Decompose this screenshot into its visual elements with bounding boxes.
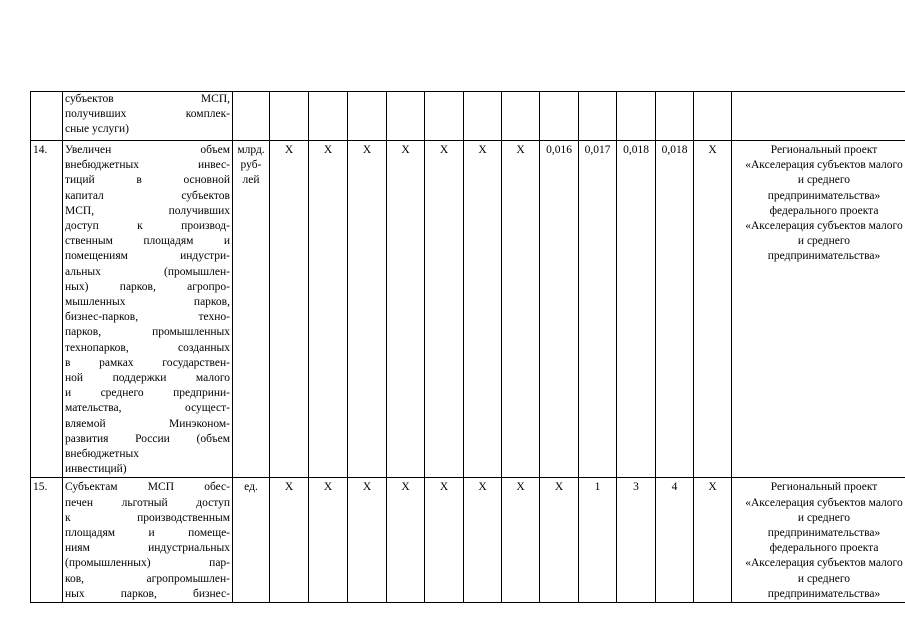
unit-line: лей	[242, 174, 260, 187]
indicator-name-line: внебюджетных	[65, 448, 139, 461]
table-row	[31, 141, 905, 478]
value-cell	[270, 92, 309, 141]
table-body	[31, 92, 905, 603]
indicator-name-line: сные услуги)	[65, 123, 130, 136]
indicator-name-line: печен льготный доступ	[65, 496, 230, 509]
unit-line: млрд.	[237, 144, 265, 156]
value-cell	[579, 92, 617, 141]
value-cell	[617, 92, 656, 141]
indicator-name-line: Субъектам МСП обес-	[65, 481, 230, 494]
unit-line: ед.	[244, 481, 258, 494]
indicator-name-line: площадям и помеще-	[65, 527, 230, 540]
value-cell	[656, 92, 694, 141]
indicator-name-line: вляемой Минэконом-	[65, 417, 230, 430]
indicator-name-line: ной поддержки малого	[65, 372, 230, 385]
row-number: 15.	[31, 478, 63, 603]
value-cell: Х	[387, 141, 425, 478]
indicator-name-line: развития России (объем	[65, 432, 230, 445]
value-cell: Х	[348, 478, 387, 603]
source-line: и среднего	[797, 235, 851, 248]
indicator-name-line: (промышленных) пар-	[65, 557, 230, 570]
source-line: предпринимательства»	[767, 527, 881, 540]
source-project	[732, 478, 905, 603]
indicator-name-line: мышленных парков,	[65, 296, 230, 309]
source-line: федерального проекта	[769, 204, 879, 217]
indicator-name-line: и среднего предприни-	[65, 387, 230, 400]
source-line: предпринимательства»	[767, 587, 881, 600]
table-row	[31, 92, 905, 141]
indicator-name-line: Увеличен объем	[65, 144, 230, 156]
value-cell	[309, 92, 348, 141]
indicator-name-line: ных парков, бизнес-	[65, 587, 230, 600]
value-cell	[502, 92, 540, 141]
value-cell	[464, 92, 502, 141]
indicator-name-line: мательства, осущест-	[65, 402, 230, 415]
source-line: «Акселерация субъектов малого	[745, 220, 903, 233]
value-cell: 1	[579, 478, 617, 603]
value-cell: Х	[348, 141, 387, 478]
indicator-name-line: в рамках государствен-	[65, 356, 230, 369]
value-cell	[540, 92, 579, 141]
source-line: федерального проекта	[769, 542, 879, 555]
value-cell: Х	[540, 478, 579, 603]
value-cell: 3	[617, 478, 656, 603]
source-line: «Акселерация субъектов малого	[745, 159, 903, 172]
value-cell: Х	[694, 478, 732, 603]
value-cell: Х	[270, 478, 309, 603]
value-cell: Х	[309, 141, 348, 478]
row-number: 14.	[31, 141, 63, 478]
source-line: предпринимательства»	[767, 250, 881, 263]
indicator-name-line: инвестиций)	[65, 463, 127, 476]
indicator-name-line: ниям индустриальных	[65, 542, 230, 555]
indicators-table	[30, 91, 905, 603]
value-cell	[694, 92, 732, 141]
value-cell: Х	[270, 141, 309, 478]
value-cell: 0,017	[579, 141, 617, 478]
source-project	[732, 141, 905, 478]
indicator-name-line: к производственным	[65, 511, 230, 524]
indicator-name-line: ков, агропромышлен-	[65, 572, 230, 585]
value-cell	[348, 92, 387, 141]
indicator-name-line: тиций в основной	[65, 174, 230, 187]
source-line: «Акселерация субъектов малого	[745, 496, 903, 509]
source-line: и среднего	[797, 174, 851, 187]
indicator-name	[63, 92, 233, 141]
indicator-name-line: капитал субъектов	[65, 189, 230, 202]
value-cell: 0,018	[656, 141, 694, 478]
value-cell: Х	[464, 478, 502, 603]
indicator-name-line: бизнес-парков, техно-	[65, 311, 230, 324]
indicator-name-line: технопарков, созданных	[65, 341, 230, 354]
indicator-name-line: альных (промышлен-	[65, 265, 230, 278]
indicator-name-line: ственным площадям и	[65, 235, 230, 248]
unit-line: руб-	[240, 159, 262, 172]
source-line: и среднего	[797, 572, 851, 585]
source-line: предпринимательства»	[767, 189, 881, 202]
value-cell	[387, 92, 425, 141]
value-cell: Х	[464, 141, 502, 478]
source-project	[732, 92, 905, 141]
unit-of-measure	[233, 92, 270, 141]
indicator-name-line: помещениям индустри-	[65, 250, 230, 263]
value-cell: Х	[425, 141, 464, 478]
value-cell: 4	[656, 478, 694, 603]
indicator-name-line: ных) парков, агропро-	[65, 280, 230, 293]
table-row	[31, 478, 905, 603]
value-cell: Х	[502, 478, 540, 603]
indicator-name-line: МСП, получивших	[65, 204, 230, 217]
indicator-name-line: получивших комплек-	[65, 108, 230, 121]
value-cell: Х	[425, 478, 464, 603]
value-cell	[425, 92, 464, 141]
source-line: «Акселерация субъектов малого	[745, 557, 903, 570]
indicator-name	[63, 478, 233, 603]
indicator-name-line: внебюджетных инвес-	[65, 159, 230, 172]
row-number	[31, 92, 63, 141]
source-line: Региональный проект	[770, 144, 878, 156]
indicator-name	[63, 141, 233, 478]
value-cell: Х	[387, 478, 425, 603]
unit-of-measure	[233, 478, 270, 603]
value-cell: Х	[502, 141, 540, 478]
value-cell: 0,018	[617, 141, 656, 478]
indicator-name-line: субъектов МСП,	[65, 93, 230, 105]
value-cell: 0,016	[540, 141, 579, 478]
unit-of-measure	[233, 141, 270, 478]
source-line: и среднего	[797, 511, 851, 524]
indicator-name-line: доступ к производ-	[65, 220, 230, 233]
indicator-name-line: парков, промышленных	[65, 326, 230, 339]
value-cell: Х	[309, 478, 348, 603]
source-line: Региональный проект	[770, 481, 878, 494]
value-cell: Х	[694, 141, 732, 478]
